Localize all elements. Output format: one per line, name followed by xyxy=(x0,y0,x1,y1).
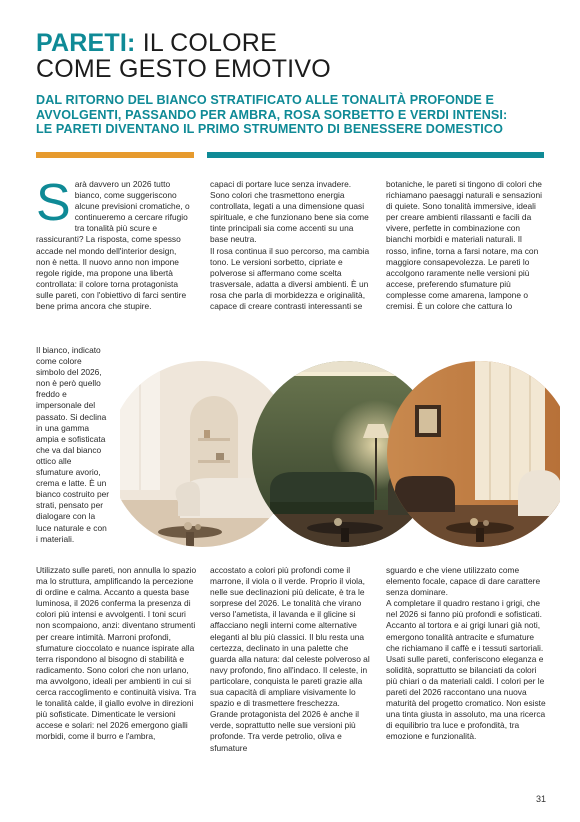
article-title xyxy=(36,30,556,82)
column-2-bottom xyxy=(210,565,370,754)
title-line2: COME GESTO EMOTIVO xyxy=(36,55,331,83)
drop-cap: S xyxy=(36,174,71,232)
paragraph: Il rosa continua il suo percorso, ma cambia tono. Le versioni sorbetto, cipriate e polverose si affermano come scelta trasversale, adatta a diversi ambienti. È un rosa che parla di morbidezza e originalità, capace di creare contrasti interessanti se xyxy=(210,245,370,312)
orange-divider xyxy=(36,152,194,158)
column-1-top xyxy=(36,174,192,312)
paragraph: botaniche, le pareti si tingono di colori che richiamano paesaggi naturali e sensazioni di quiete. Sono tonalità immersive, ideali per creare ambienti rilassanti e facili da vivere, perfette in combinazione con bianchi morbidi e materiali naturali. Il rosso, infine, torna a farsi notare, ma con maggiore consapevolezza. Le pareti lo accolgono raramente nelle versioni più accese, preferendo sfumature più complesse come amarena, lampone o cremisi. È un colore che cattura lo xyxy=(386,179,542,312)
subtitle-line-2: AVVOLGENTI, PASSANDO PER AMBRA, ROSA SORBETTO E VERDI INTENSI: xyxy=(36,107,508,122)
subtitle-line-1: DAL RITORNO DEL BIANCO STRATIFICATO ALLE TONALITÀ PROFONDE E xyxy=(36,93,494,107)
paragraph: accostato a colori più profondi come il marrone, il viola o il verde. Proprio il viola, nelle sue declinazioni più delicate, è tra le sorprese del 2026. Le tonalità che virano verso l'ametista, il lavanda e il glicine si affacciano negli interni come alternative eleganti al blu più classici. Il blu resta una certezza, declinato in una palette che guarda alla natura: dal celeste polveroso al navy profondo, fino all'indaco. Il celeste, in particolare, conquista le pareti grazie alla sua capacità di ampliare visivamente lo spazio e di trasmettere freschezza. Grande protagonista del 2026 è anche il verde, soprattutto nelle sue versioni più profonde. Tra verde petrolio, oliva e sfumature xyxy=(210,565,370,753)
orange-room-photo xyxy=(380,350,560,560)
paragraph: A completare il quadro restano i grigi, che nel 2026 si fanno più profondi e sofisticati. Accanto al tortora e ai grigi lunari già noti, emergono tonalità antracite e sfumature che richiamano il caffè e i tessuti sartoriali. Usati sulle pareti, conferiscono eleganza e solidità, soprattutto se bilanciati da colori più chiari o da materiali caldi. I colori per le pareti del 2026 raccontano una nuova maturità del progetto cromatico. Non esiste una tinta giusta in assoluto, ma una ricerca di equilibrio tra luce e profondità, tra emozione e funzionalità. xyxy=(386,598,546,742)
paragraph: Utilizzato sulle pareti, non annulla lo spazio ma lo struttura, amplificando la percezione di ordine e calma. Accanto a questa base luminosa, il 2026 conferma la presenza di colori più intensi e avvolgenti. I toni scuri non scompaiono, anzi: diventano strumenti per creare intimità. Marroni profondi, sfumature cioccolato e nuance ispirate alla terra rispondono al bisogno di stabilità e radicamento. Sono colori che non urlano, ma avvolgono, ideali per ambienti in cui si cerca raccoglimento e continuità visiva. Tra le tonalità calde, il giallo evolve in direzioni più sofisticate. Dimenticate le versioni accese e solari: nel 2026 emergono gialli morbidi, come il burro e l'ambra, xyxy=(36,565,197,742)
title-rest: IL COLORE xyxy=(135,29,277,57)
column-3-top xyxy=(386,179,546,312)
page-number: 31 xyxy=(535,794,546,804)
title-accent: PARETI: xyxy=(36,29,136,57)
article-subtitle xyxy=(36,93,556,137)
interior-photos xyxy=(120,350,560,560)
subtitle-line-3: LE PARETI DIVENTANO IL PRIMO STRUMENTO DI BENESSERE DOMESTICO xyxy=(36,122,503,136)
column-2-top xyxy=(210,179,370,312)
paragraph: arà davvero un 2026 tutto bianco, come suggeriscono alcune previsioni cromatiche, o continueremo a cercare rifugio tra tonalità più scure e rassicuranti? La risposta, come spesso accade nel mondo dell'interior design, non è netta. Il nuovo anno non impone regole rigide, ma propone una libertà controllata: il colore torna protagonista sulle pareti, con l'obiettivo di farci sentire bene prima ancora che stupire. xyxy=(36,179,190,312)
column-1-bottom xyxy=(36,565,198,743)
paragraph: Il bianco, indicato come colore simbolo del 2026, non è però quello freddo e impersonale del passato. Si declina in una gamma ampia e sofisticata che va dal bianco ottico alle sfumature avorio, crema e latte. È un bianco costruito per strati, pensato per dialogare con la luce naturale e con i materiali. xyxy=(36,345,110,544)
column-3-bottom xyxy=(386,565,548,743)
paragraph: sguardo e che viene utilizzato come elemento focale, capace di dare carattere senza dominare. xyxy=(386,565,541,598)
teal-divider xyxy=(207,152,544,158)
column-1-middle xyxy=(36,345,110,545)
paragraph: capaci di portare luce senza invadere. Sono colori che trasmettono energia controllata, legati a una dimensione quasi spirituale, e che funzionano bene sia come tinte principali sia come accenti su una base neutra. xyxy=(210,179,369,245)
